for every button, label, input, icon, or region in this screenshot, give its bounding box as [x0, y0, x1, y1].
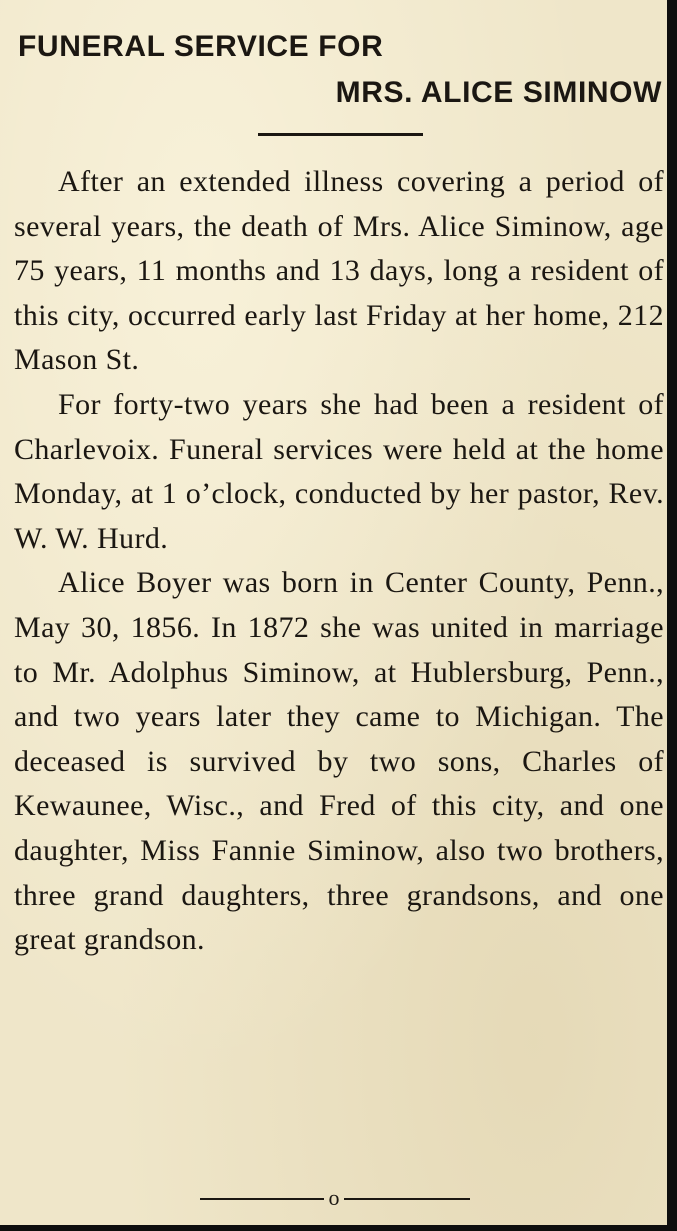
- end-mark-line-right: [344, 1198, 470, 1200]
- headline-line-2: MRS. ALICE SIMINOW: [335, 76, 662, 109]
- paragraph-3: Alice Boyer was born in Center County, Penn., May 30, 1856. In 1872 she was united in marriage to Mr. Adolphus Siminow, at Hublersburg, Penn., and two years later they came to Michigan. The deceased is survived by two sons, Charles of Kewaunee, Wisc., and Fred of this city, and one daughter, Miss Fannie Siminow, also two brothers, three grand daughters, three grandsons, and one great grandson.: [14, 566, 664, 957]
- paragraph-1: After an extended illness covering a period of several years, the death of Mrs. Alice Siminow, age 75 years, 11 months and 13 days, long a resident of this city, occurred early last Friday at her home, 212 Mason St.: [14, 165, 664, 377]
- end-mark-circle: o: [328, 1185, 340, 1210]
- headline-line-1: FUNERAL SERVICE FOR: [18, 30, 384, 63]
- article-body: [14, 160, 664, 963]
- scan-background-bottom: [0, 1225, 677, 1231]
- headline-divider: [258, 133, 423, 136]
- headline: [18, 24, 666, 116]
- paragraph-2: For forty-two years she had been a resident of Charlevoix. Funeral services were held at the home Monday, at 1 o’clock, conducted by her pastor, Rev. W. W. Hurd.: [14, 387, 664, 555]
- scan-background-right: [667, 0, 677, 1231]
- end-mark-line-left: [200, 1198, 324, 1200]
- end-of-article-mark: [200, 1186, 470, 1212]
